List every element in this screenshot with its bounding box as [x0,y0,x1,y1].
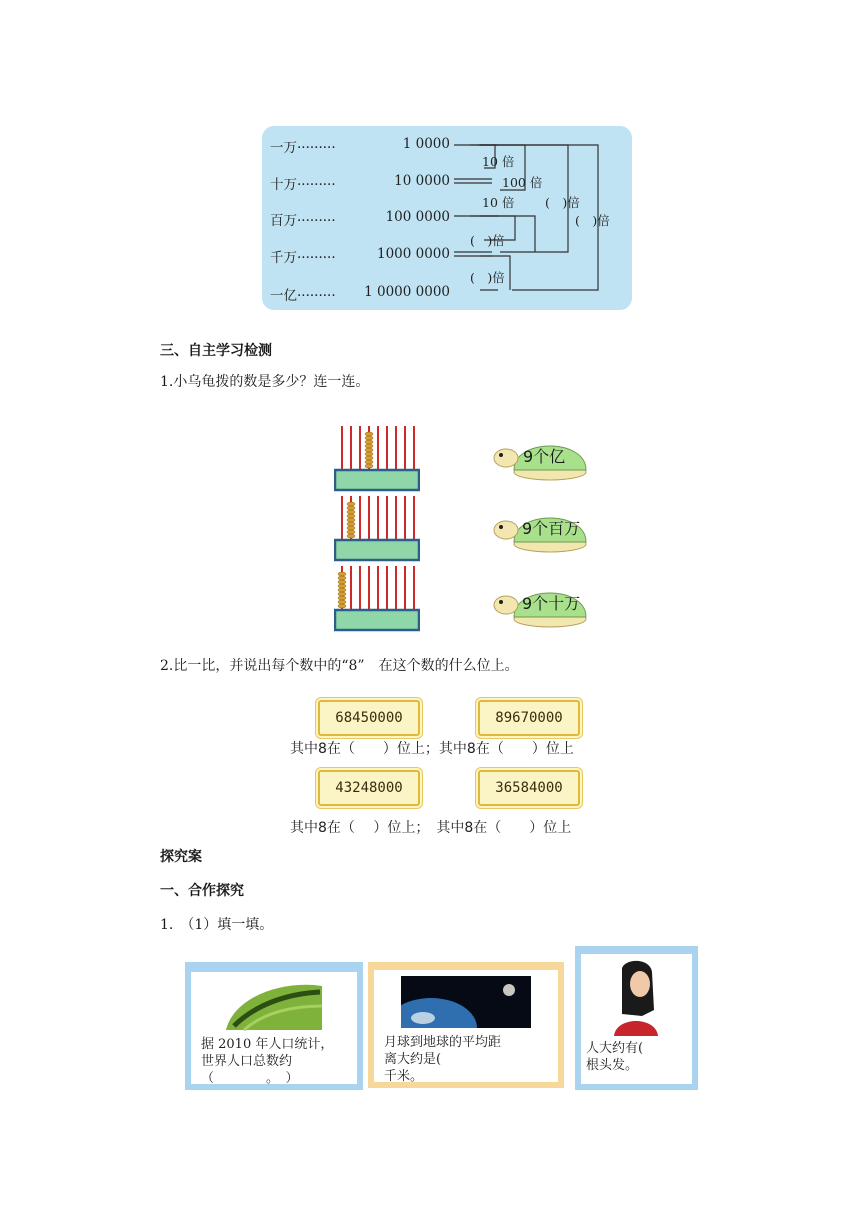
pv-row-name: 一亿········· [270,288,336,304]
abacus-illustration [334,494,420,564]
number-card: 68450000 [318,700,420,736]
pv-label-10x: 10 倍 [482,154,515,169]
earth-moon-illustration [401,976,531,1028]
pv-label-10x-second: 10 倍 [482,195,515,210]
abacus-illustration [334,564,420,634]
explore-subheading: 一、合作探究 [160,883,244,899]
pv-label-blank: ( )倍 [545,195,580,210]
population-illustration [224,976,324,1032]
question-1: 1.小乌龟拨的数是多少？连一连。 [160,374,370,390]
girl-illustration [612,960,658,1036]
pv-row-name: 十万········· [270,177,336,193]
pv-label-blank: ( )倍 [470,233,505,248]
panel-text: 月球到地球的平均距 [384,1035,502,1050]
turtle-label: 9个十万 [522,594,581,613]
panel-text: （ 。 ） [201,1071,299,1086]
explore-heading: 探究案 [160,849,202,865]
turtle-label: 9个亿 [523,447,566,466]
number-card: 89670000 [478,700,580,736]
number-card: 43248000 [318,770,420,806]
section-heading: 三、自主学习检测 [160,343,272,359]
pv-label-blank: ( )倍 [470,270,505,285]
pv-row-value: 1 0000 0000 [364,284,450,300]
pv-row-name: 千万········· [270,250,336,266]
pv-row-name: 一万········· [270,140,336,156]
fill-in-line: 其中8在（ ）位上；其中8在（ ）位上 [290,741,574,757]
pv-row-value: 100 0000 [385,209,450,225]
panel-text: 千米。 [384,1069,424,1084]
panel-text: 世界人口总数约 [201,1054,293,1069]
pv-row-value: 1000 0000 [376,246,450,262]
pv-label-100x: 100 倍 [502,175,543,190]
panel-text: 根头发。 [586,1058,639,1073]
pv-row-name: 百万········· [270,213,336,229]
pv-label-blank: ( )倍 [575,213,610,228]
abacus-illustration [334,424,420,494]
turtle-label: 9个百万 [522,519,581,538]
question-2: 2.比一比，并说出每个数中的“8” 在这个数的什么位上。 [160,658,519,674]
panel-text: 据 2010 年人口统计， [201,1037,334,1052]
pv-row-value: 1 0000 [402,136,450,152]
panel-text: 人大约有( [586,1041,644,1056]
panel-text: 离大约是( [384,1052,442,1067]
pv-row-value: 10 0000 [394,173,450,189]
fill-in-line: 其中8在（ ）位上； 其中8在（ ）位上 [290,820,572,836]
explore-item: 1. （1）填一填。 [160,917,274,933]
number-card: 36584000 [478,770,580,806]
